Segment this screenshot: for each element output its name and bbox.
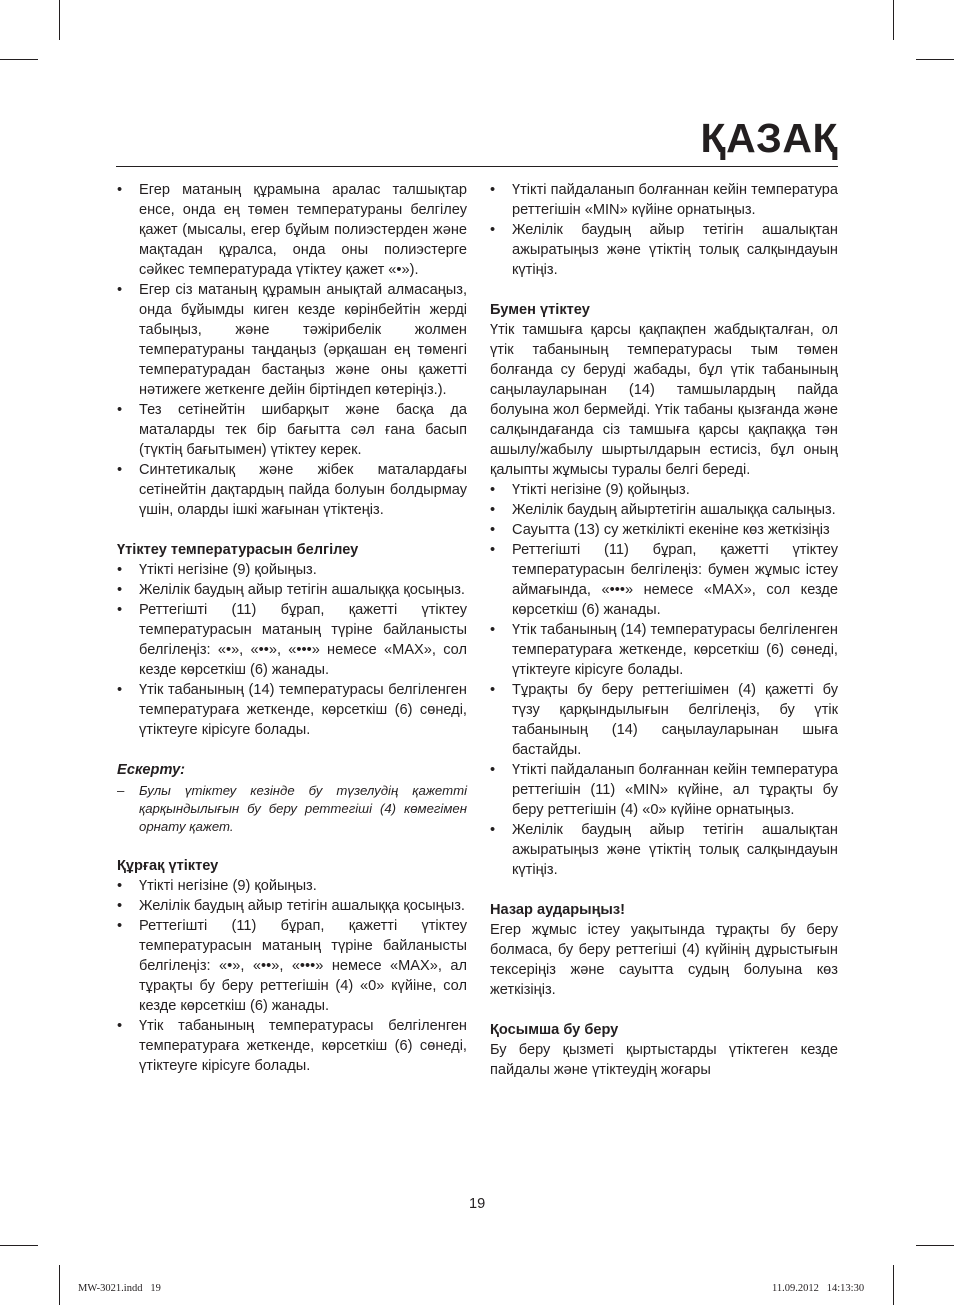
attention-paragraph: Егер жұмыс істеу уақытында тұрақты бу беру болмаса, бу беру реттегіші (4) күйінің дұрыстығын тексеріңіз және сауытта судың болуына көз жеткізіңіз. (490, 922, 838, 998)
list-item: • Тез сетінейтін шибарқыт және басқа да маталарды тек бір бағытта сәл ғана басып (түктің бағытымен) үтіктеу керек. (117, 400, 467, 460)
intro-list (117, 180, 467, 520)
list-item: • Үтікті негізіне (9) қойыңыз. (117, 560, 467, 580)
list-item: • Желілік баудың айыртетігін ашалыққа салыңыз. (490, 500, 838, 520)
list-item: • Реттегішті (11) бұрап, қажетті үтіктеу температурасын белгілеңіз: бумен жұмыс істеу аймағында, «•••» немесе «MAX», сол кезде көрсеткіш (6) жанады. (490, 540, 838, 620)
title-divider (116, 166, 838, 167)
list-item: • Үтік табанының температурасы белгіленген температураға жеткенде, көрсеткіш (6) сөнеді, үтіктеуге кірісуге болады. (117, 1016, 467, 1076)
section-heading-steam: Бумен үтіктеу (490, 302, 590, 318)
note-text: – Булы үтіктеу кезінде бу түзелудің қажетті қарқындылығын бу беру реттегіші (4) көмегімен орнату қажет. (117, 782, 467, 836)
page-number: 19 (469, 1196, 486, 1212)
list-item: • Желілік баудың айыр тетігін ашалықтан ажыратыңыз және үтіктің толық салқындауын күтіңіз. (490, 820, 838, 880)
temperature-list (117, 560, 467, 740)
crop-mark (0, 1245, 38, 1246)
list-item: • Тұрақты бу беру реттегішімен (4) қажетті бу түзу қарқындылығын белгілеңіз, бу үтік табанының (14) саңылауларынан шыға бастайды. (490, 680, 838, 760)
right-column (490, 180, 838, 1080)
list-item: • Желілік баудың айыр тетігін ашалыққа қосыңыз. (117, 580, 467, 600)
crop-mark (893, 1265, 894, 1305)
crop-mark (916, 59, 954, 60)
dry-ironing-list (117, 876, 467, 1076)
list-item: • Үтікті негізіне (9) қойыңыз. (490, 480, 838, 500)
crop-mark (59, 0, 60, 40)
page-title: ҚАЗАҚ (700, 115, 838, 161)
list-item: • Реттегішті (11) бұрап, қажетті үтіктеу температурасын матаның түріне байланысты белгілеңіз: «•», «••», «•••» немесе «MAX», ал тұрақты бу беру реттегішін (4) «0» күйіне, сол кезде көрсеткіш (6) жанады. (117, 916, 467, 1016)
footer-file: MW-3021.indd 19 (78, 1283, 161, 1294)
list-item: • Егер сіз матаның құрамын анықтай алмасаңыз, онда бұйымды киген кезде көрінбейтін жерді табыңыз, және тәжірибелік жолмен температураны таңдаңыз (әрқашан ең төменгі температурадан бастаңыз және оны қажетті нәтижеге жеткенге дейін біртіндеп көтеріңіз.). (117, 280, 467, 400)
list-item: • Үтікті пайдаланып болғаннан кейін температура реттегішін «MIN» күйіне орнатыңыз. (490, 180, 838, 220)
section-heading-dry: Құрғақ үтіктеу (117, 858, 219, 874)
list-item: • Реттегішті (11) бұрап, қажетті үтіктеу температурасын матаның түріне байланысты белгілеңіз: «•», «••», «•••» немесе «MAX», сол кезде көрсеткіш (6) жанады. (117, 600, 467, 680)
list-item: • Үтікті негізіне (9) қойыңыз. (117, 876, 467, 896)
section-heading-extra-steam: Қосымша бу беру (490, 1022, 619, 1038)
footer-datetime: 11.09.2012 14:13:30 (772, 1283, 865, 1294)
crop-mark (0, 59, 38, 60)
list-item: • Желілік баудың айыр тетігін ашалыққа қосыңыз. (117, 896, 467, 916)
list-item: • Желілік баудың айыр тетігін ашалықтан ажыратыңыз және үтіктің толық салқындауын күтіңіз. (490, 220, 838, 280)
steam-list (490, 480, 838, 880)
section-heading-attention: Назар аударыңыз! (490, 902, 625, 918)
list-item: • Үтік табанының (14) температурасы белгіленген температураға жеткенде, көрсеткіш (6) сөнеді, үтіктеуге кірісуге болады. (117, 680, 467, 740)
list-item: • Үтік табанының (14) температурасы белгіленген температураға жеткенде, көрсеткіш (6) сөнеді, үтіктеуге кірісуге болады. (490, 620, 838, 680)
top-list (490, 180, 838, 280)
crop-mark (893, 0, 894, 40)
note-title: Ескерту: (117, 762, 186, 778)
extra-steam-paragraph: Бу беру қызметі қыртыстарды үтіктеген кезде пайдалы және үтіктеудің жоғары (490, 1042, 838, 1078)
crop-mark (59, 1265, 60, 1305)
steam-paragraph: Үтік тамшыға қарсы қақпақпен жабдықталған, ол үтік табанының температурасы тым төмен болғанда су беруді жабады, бұл үтік табанының саңылауларынан (14) тамшылардың пайда болуына жол бермейді. Үтік табаны қызғанда және салқындағанда сіз тамшыға қарсы қақпаққа тән ашылу/жабылу шыртылдарын естисіз, бұл оның қалыпты жұмысы туралы белгі береді. (490, 322, 838, 478)
left-column (117, 180, 467, 1076)
list-item: • Үтікті пайдаланып болғаннан кейін температура реттегішін (11) «MIN» күйіне, ал тұрақты бу беру реттегішін (4) «0» күйіне орнатыңыз. (490, 760, 838, 820)
section-heading-temperature: Үтіктеу температурасын белгілеу (117, 542, 359, 558)
list-item: • Синтетикалық және жібек маталардағы сетінейтін дақтардың пайда болуын болдырмау үшін, оларды ішкі жағынан үтіктеңіз. (117, 460, 467, 520)
list-item: • Сауытта (13) су жеткілікті екеніне көз жеткізіңіз (490, 520, 838, 540)
list-item: • Егер матаның құрамына аралас талшықтар енсе, онда ең төмен температураны белгілеу қажет (мысалы, егер бұйым полиэстерден және мақтадан құралса, онда оны полиэстерге сәйкес температурада үтіктеу қажет «•»). (117, 180, 467, 280)
crop-mark (916, 1245, 954, 1246)
